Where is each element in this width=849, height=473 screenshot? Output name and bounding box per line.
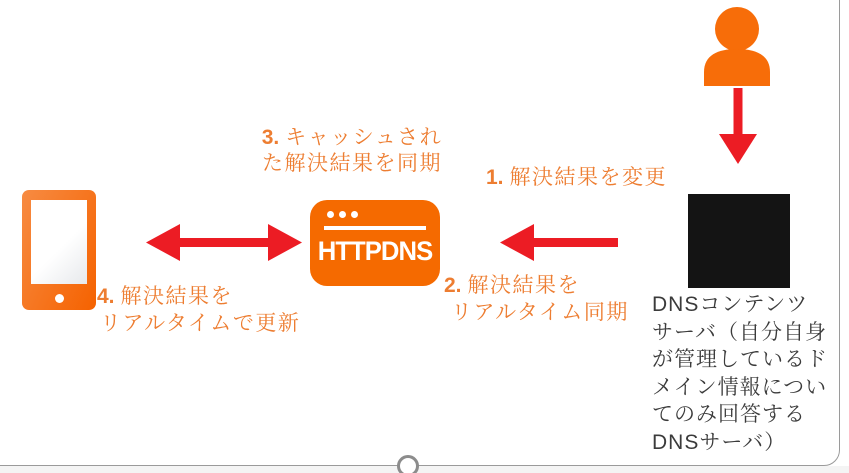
httpdns-icon xyxy=(310,200,440,286)
dns-server-note xyxy=(652,291,848,456)
dns-note-line: メイン情報につい xyxy=(652,375,828,399)
resize-handle[interactable] xyxy=(397,455,419,473)
phone-home-button xyxy=(55,294,64,303)
step4-text-line1: 解決結果を xyxy=(120,285,234,308)
step4-text-line2: リアルタイムで更新 xyxy=(100,312,301,335)
dns-note-line: が管理しているド xyxy=(652,348,828,371)
httpdns-label: HTTPDNS xyxy=(317,236,433,266)
step4-number: 4. xyxy=(97,285,115,308)
step1-text: 解決結果を変更 xyxy=(509,166,668,189)
step4-label xyxy=(97,283,300,337)
step1-number: 1. xyxy=(486,166,504,189)
step2-text-line1: 解決結果を xyxy=(467,274,581,297)
dns-note-line: DNSサーバ） xyxy=(652,430,787,454)
browser-divider xyxy=(324,226,426,230)
step2-label xyxy=(444,272,629,326)
step2-text-line2: リアルタイム同期 xyxy=(451,301,629,324)
left-arrow-icon xyxy=(500,224,618,266)
step3-text-line2: た解決結果を同期 xyxy=(262,152,442,175)
browser-dots-icon xyxy=(327,211,358,218)
user-person-icon xyxy=(702,6,772,91)
down-arrow-icon xyxy=(719,88,757,169)
dns-note-line: てのみ回答する xyxy=(652,403,806,426)
step3-number: 3. xyxy=(261,126,280,149)
phone-icon xyxy=(22,190,96,310)
dns-note-line: サーバ（自分自身 xyxy=(652,320,827,344)
step1-label xyxy=(486,164,667,191)
step3-text-line1: キャッシュされ xyxy=(285,126,443,149)
step3-label xyxy=(238,125,466,177)
step2-number: 2. xyxy=(444,274,462,297)
dns-note-line: DNSコンテンツ xyxy=(652,293,809,316)
phone-screen xyxy=(31,200,87,284)
frame-gutter xyxy=(0,466,849,473)
double-arrow-icon xyxy=(146,224,302,266)
dns-server-icon xyxy=(688,194,790,288)
